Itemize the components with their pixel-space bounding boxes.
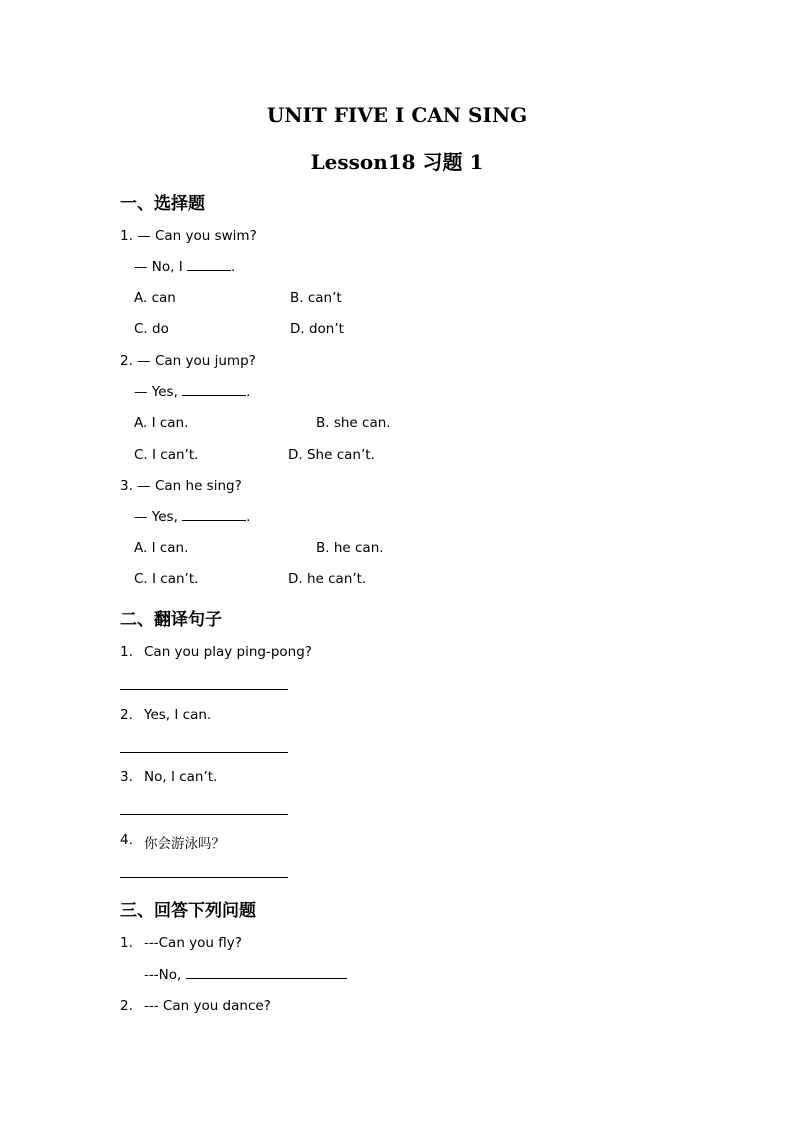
- translate-item-3-num: 3.: [120, 769, 133, 785]
- question-3-option-d: D. he can’t.: [288, 571, 367, 587]
- translate-item-4-num: 4.: [120, 832, 133, 848]
- question-1-prompt: 1. — Can you swim?: [120, 228, 257, 244]
- answer-q1-num: 1.: [120, 935, 133, 951]
- question-2-option-c: C. I can’t.: [134, 447, 199, 463]
- answer-line[interactable]: [120, 689, 288, 690]
- question-1-option-c: C. do: [134, 321, 169, 337]
- question-1-option-a: A. can: [134, 290, 176, 306]
- question-3-option-a: A. I can.: [134, 540, 189, 556]
- question-3-reply: — Yes, .: [134, 509, 251, 525]
- translate-item-4-text: 你会游泳吗？: [144, 836, 225, 852]
- answer-line[interactable]: [120, 877, 288, 878]
- answer-line[interactable]: [120, 752, 288, 753]
- translate-item-1-num: 1.: [120, 644, 133, 660]
- question-1-option-d: D. don’t: [290, 321, 344, 337]
- translate-item-3-text: No, I can’t.: [144, 769, 218, 785]
- answer-q1-text: ---Can you fly?: [144, 935, 242, 951]
- question-2-option-b: B. she can.: [316, 415, 391, 431]
- translate-item-2-num: 2.: [120, 707, 133, 723]
- answer-blank[interactable]: [187, 259, 231, 271]
- answer-blank[interactable]: [182, 509, 246, 521]
- question-3-option-c: C. I can’t.: [134, 571, 199, 587]
- translate-item-2-text: Yes, I can.: [144, 707, 212, 723]
- answer-q2-num: 2.: [120, 998, 133, 1014]
- question-2-option-a: A. I can.: [134, 415, 189, 431]
- section-heading-answer: 三、回答下列问题: [120, 901, 256, 921]
- page-subtitle: Lesson18 习题 1: [310, 150, 484, 174]
- answer-q2-text: --- Can you dance?: [144, 998, 271, 1014]
- question-2-reply: — Yes, .: [134, 384, 251, 400]
- question-2-option-d: D. She can’t.: [288, 447, 375, 463]
- section-heading-choice: 一、选择题: [120, 194, 205, 214]
- answer-q1-reply: ---No,: [144, 967, 347, 983]
- section-heading-translate: 二、翻译句子: [120, 610, 222, 630]
- question-1-reply: — No, I .: [134, 259, 236, 275]
- answer-line[interactable]: [120, 814, 288, 815]
- answer-blank[interactable]: [182, 384, 246, 396]
- question-2-prompt: 2. — Can you jump?: [120, 353, 256, 369]
- page-title: UNIT FIVE I CAN SING: [266, 103, 528, 127]
- question-1-option-b: B. can’t: [290, 290, 342, 306]
- translate-item-1-text: Can you play ping-pong?: [144, 644, 312, 660]
- question-3-prompt: 3. — Can he sing?: [120, 478, 242, 494]
- answer-blank[interactable]: [186, 967, 347, 979]
- question-3-option-b: B. he can.: [316, 540, 384, 556]
